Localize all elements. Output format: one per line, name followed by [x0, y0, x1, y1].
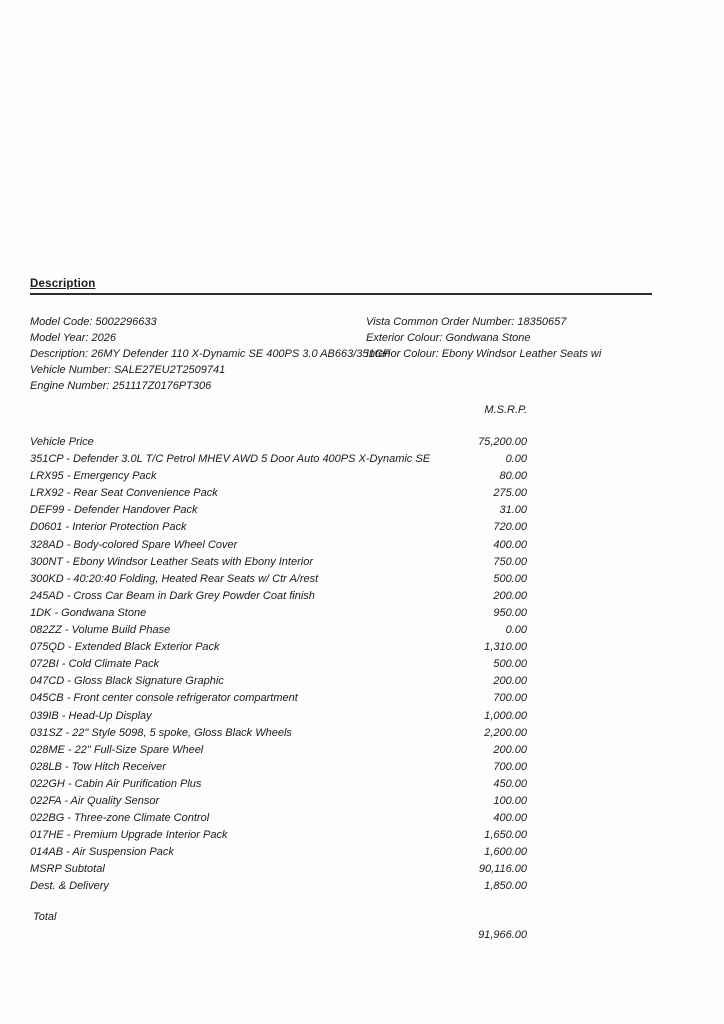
- line-item-row: [30, 793, 527, 810]
- msrp-subtotal-value: 90,116.00: [478, 863, 527, 876]
- dest-delivery-row: [30, 878, 527, 895]
- line-item-row: [30, 844, 527, 861]
- vehicle-meta-left: [30, 314, 390, 394]
- line-item-label: 300NT - Ebony Windsor Leather Seats with Ebony Interior: [30, 555, 313, 568]
- line-item-row: [30, 810, 527, 827]
- line-item-label: DEF99 - Defender Handover Pack: [30, 504, 198, 517]
- line-item-label: LRX92 - Rear Seat Convenience Pack: [30, 487, 218, 500]
- meta-model-code: Model Code: 5002296633: [30, 316, 157, 328]
- line-item-price: 500.00: [493, 572, 527, 585]
- line-item-price: 0.00: [505, 453, 527, 466]
- line-item-price: 100.00: [493, 794, 527, 807]
- line-item-row: [30, 519, 527, 536]
- line-item-row: [30, 571, 527, 588]
- line-item-price: 400.00: [493, 812, 527, 825]
- meta-vista-order-number: Vista Common Order Number: 18350657: [366, 316, 567, 328]
- line-item-price: 1,650.00: [484, 829, 527, 842]
- line-item-label: 082ZZ - Volume Build Phase: [30, 624, 171, 637]
- line-item-label: 045CB - Front center console refrigerator compartment: [30, 692, 298, 705]
- line-item-price: 1,310.00: [484, 641, 527, 654]
- msrp-column-header: M.S.R.P.: [484, 404, 527, 416]
- dest-delivery-value: 1,850.00: [484, 880, 527, 893]
- line-item-row: [30, 554, 527, 571]
- line-item-label: 028ME - 22" Full-Size Spare Wheel: [30, 743, 204, 756]
- meta-interior-colour: Interior Colour: Ebony Windsor Leather Seats wi: [366, 348, 602, 360]
- line-item-label: 028LB - Tow Hitch Receiver: [30, 760, 166, 773]
- line-item-price: 2,200.00: [484, 726, 527, 739]
- line-item-label: 031SZ - 22" Style 5098, 5 spoke, Gloss Black Wheels: [30, 726, 292, 739]
- line-item-row: [30, 827, 527, 844]
- line-item-row: [30, 742, 527, 759]
- line-item-price: 400.00: [493, 538, 527, 551]
- line-item-row: [30, 434, 527, 451]
- line-item-label: 014AB - Air Suspension Pack: [30, 846, 174, 859]
- line-item-price: 0.00: [505, 624, 527, 637]
- line-item-label: 022GH - Cabin Air Purification Plus: [30, 777, 202, 790]
- line-item-row: [30, 451, 527, 468]
- line-item-row: [30, 588, 527, 605]
- line-item-row: [30, 639, 527, 656]
- line-item-label: 022FA - Air Quality Sensor: [30, 794, 160, 807]
- section-title: Description: [30, 278, 96, 290]
- line-item-price: 200.00: [493, 675, 527, 688]
- line-item-price: 720.00: [493, 521, 527, 534]
- line-item-price: 700.00: [493, 760, 527, 773]
- line-item-row: [30, 468, 527, 485]
- total-value: 91,966.00: [478, 929, 527, 941]
- line-item-label: 300KD - 40:20:40 Folding, Heated Rear Seats w/ Ctr A/rest: [30, 572, 319, 585]
- line-item-row: [30, 485, 527, 502]
- line-item-row: [30, 537, 527, 554]
- line-item-label: 017HE - Premium Upgrade Interior Pack: [30, 829, 228, 842]
- meta-description: Description: 26MY Defender 110 X-Dynamic SE 400PS 3.0 AB663/351CP: [30, 348, 390, 360]
- line-item-label: 022BG - Three-zone Climate Control: [30, 812, 210, 825]
- line-item-label: 1DK - Gondwana Stone: [30, 606, 147, 619]
- line-item-price: 1,000.00: [484, 709, 527, 722]
- line-item-label: 075QD - Extended Black Exterior Pack: [30, 641, 220, 654]
- vehicle-meta-right: [366, 314, 601, 362]
- line-item-label: 245AD - Cross Car Beam in Dark Grey Powder Coat finish: [30, 589, 315, 602]
- line-items-table: [30, 434, 527, 896]
- line-item-row: [30, 776, 527, 793]
- line-item-row: [30, 725, 527, 742]
- line-item-price: 1,600.00: [484, 846, 527, 859]
- msrp-subtotal-label: MSRP Subtotal: [30, 863, 105, 876]
- line-item-price: 200.00: [493, 743, 527, 756]
- line-item-row: [30, 605, 527, 622]
- dest-delivery-label: Dest. & Delivery: [30, 880, 109, 893]
- total-label: Total: [33, 911, 57, 923]
- line-item-label: 328AD - Body-colored Spare Wheel Cover: [30, 538, 238, 551]
- line-item-row: [30, 759, 527, 776]
- line-item-price: 31.00: [499, 504, 527, 517]
- line-item-label: 072BI - Cold Climate Pack: [30, 658, 159, 671]
- line-item-row: [30, 622, 527, 639]
- line-item-row: [30, 502, 527, 519]
- section-heading-rule: [30, 278, 652, 295]
- line-item-price: 450.00: [493, 777, 527, 790]
- line-item-price: 700.00: [493, 692, 527, 705]
- line-item-price: 80.00: [499, 470, 527, 483]
- line-item-label: LRX95 - Emergency Pack: [30, 470, 157, 483]
- line-item-price: 500.00: [493, 658, 527, 671]
- msrp-subtotal-row: [30, 861, 527, 878]
- meta-engine-number: Engine Number: 251117Z0176PT306: [30, 380, 212, 392]
- line-item-row: [30, 708, 527, 725]
- meta-model-year: Model Year: 2026: [30, 332, 117, 344]
- line-item-price: 275.00: [493, 487, 527, 500]
- line-item-label: 351CP - Defender 3.0L T/C Petrol MHEV AWD 5 Door Auto 400PS X-Dynamic SE: [30, 453, 431, 466]
- meta-vehicle-number: Vehicle Number: SALE27EU2T2509741: [30, 364, 226, 376]
- line-item-label: 039IB - Head-Up Display: [30, 709, 152, 722]
- line-item-price: 75,200.00: [478, 436, 527, 448]
- line-item-label: D0601 - Interior Protection Pack: [30, 521, 187, 534]
- line-item-price: 950.00: [493, 606, 527, 619]
- line-item-label: 047CD - Gloss Black Signature Graphic: [30, 675, 224, 688]
- line-item-price: 200.00: [493, 589, 527, 602]
- line-item-row: [30, 690, 527, 707]
- meta-exterior-colour: Exterior Colour: Gondwana Stone: [366, 332, 531, 344]
- line-item-label: Vehicle Price: [30, 436, 94, 448]
- line-item-price: 750.00: [493, 555, 527, 568]
- line-item-row: [30, 656, 527, 673]
- line-item-row: [30, 673, 527, 690]
